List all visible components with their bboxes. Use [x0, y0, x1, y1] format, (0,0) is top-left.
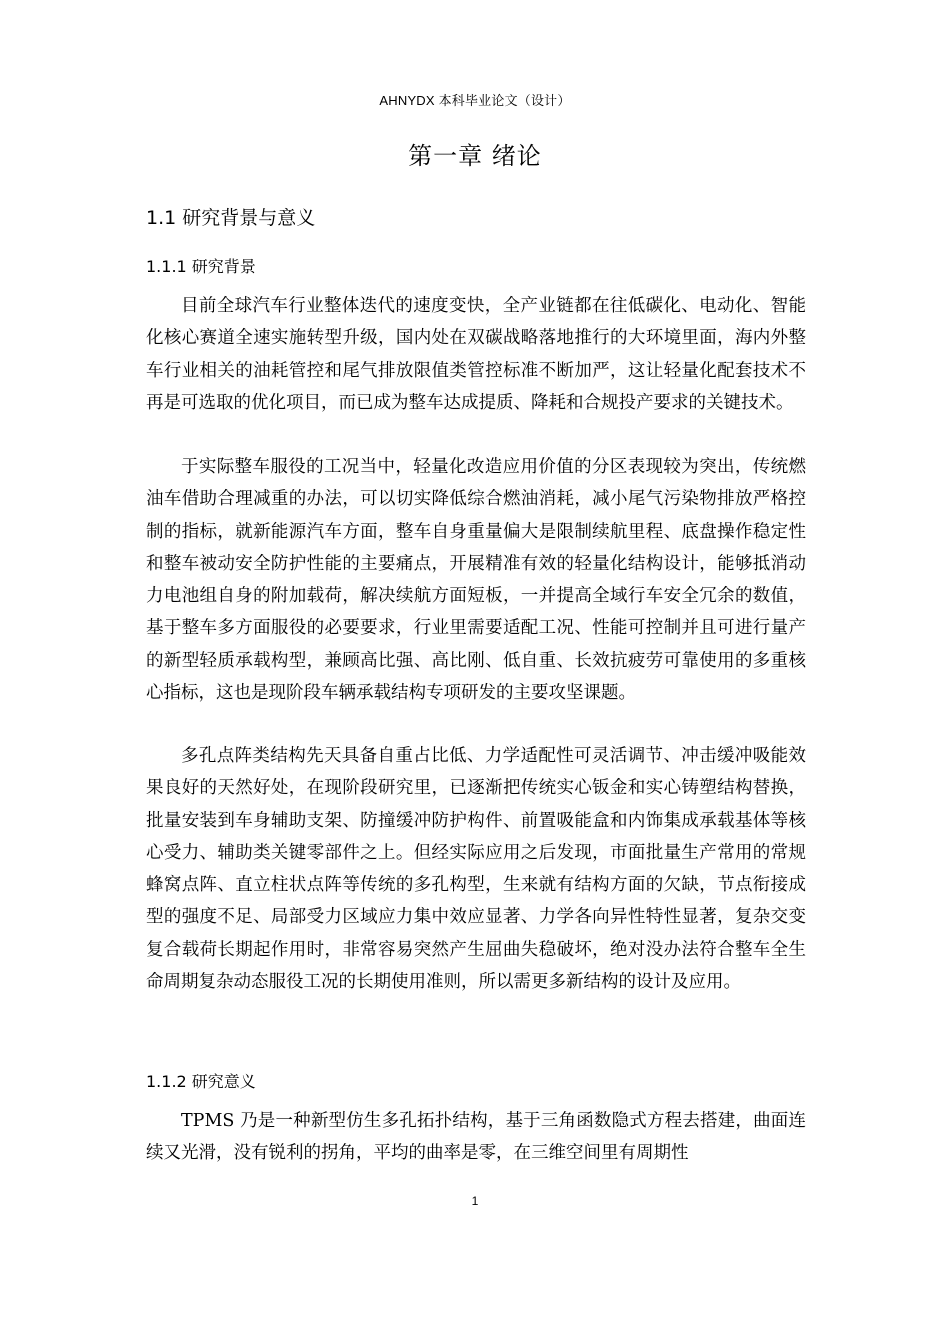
subsection-heading-1-1-1: 1.1.1 研究背景 — [146, 257, 256, 276]
running-header: AHNYDX 本科毕业论文（设计） — [379, 93, 571, 108]
paragraph-background-1: 目前全球汽车行业整体迭代的速度变快，全产业链都在往低碳化、电动化、智能化核心赛道全速实施转型升级，国内处在双碳战略落地推行的大环境里面，海内外整车行业相关的油耗管控和尾气排放限值类管控标准不断加严，这让轻量化配套技术不再是可选取的优化项目，而已成为整车达成提质、降耗和合规投产要求的关键技术。 — [146, 296, 806, 413]
paragraph-background-2: 于实际整车服役的工况当中，轻量化改造应用价值的分区表现较为突出，传统燃油车借助合理减重的办法，可以切实降低综合燃油消耗，减小尾气污染物排放严格控制的指标，就新能源汽车方面，整车自身重量偏大是限制续航里程、底盘操作稳定性和整车被动安全防护性能的主要痛点，开展精准有效的轻量化结构设计，能够抵消动力电池组自身的附加载荷，解决续航方面短板，一并提高全域行车安全冗余的数值，基于整车多方面服役的必要要求，行业里需要适配工况、性能可控制并且可进行量产的新型轻质承载构型，兼顾高比强、高比刚、低自重、长效抗疲劳可靠使用的多重核心指标，这也是现阶段车辆承载结构专项研发的主要攻坚课题。 — [146, 457, 806, 704]
paragraph-background-3: 多孔点阵类结构先天具备自重占比低、力学适配性可灵活调节、冲击缓冲吸能效果良好的天然好处，在现阶段研究里，已逐渐把传统实心钣金和实心铸塑结构替换，批量安装到车身辅助支架、防撞缓冲防护构件、前置吸能盒和内饰集成承载基体等核心受力、辅助类关键零部件之上。但经实际应用之后发现，市面批量生产常用的常规蜂窝点阵、直立柱状点阵等传统的多孔构型，生来就有结构方面的欠缺，节点衔接成型的强度不足、局部受力区域应力集中效应显著、力学各向异性特性显著，复杂交变复合载荷长期起作用时，非常容易突然产生屈曲失稳破坏，绝对没办法符合整车全生命周期复杂动态服役工况的长期使用准则，所以需更多新结构的设计及应用。 — [146, 746, 806, 993]
page-number: 1 — [471, 1194, 479, 1208]
chapter-title: 第一章 绪论 — [408, 142, 542, 170]
paragraph-significance-1: TPMS 乃是一种新型仿生多孔拓扑结构，基于三角函数隐式方程去搭建，曲面连续又光滑，没有锐利的拐角，平均的曲率是零，在三维空间里有周期性 — [146, 1111, 806, 1164]
section-heading-1-1: 1.1 研究背景与意义 — [146, 207, 316, 229]
subsection-heading-1-1-2: 1.1.2 研究意义 — [146, 1072, 256, 1091]
